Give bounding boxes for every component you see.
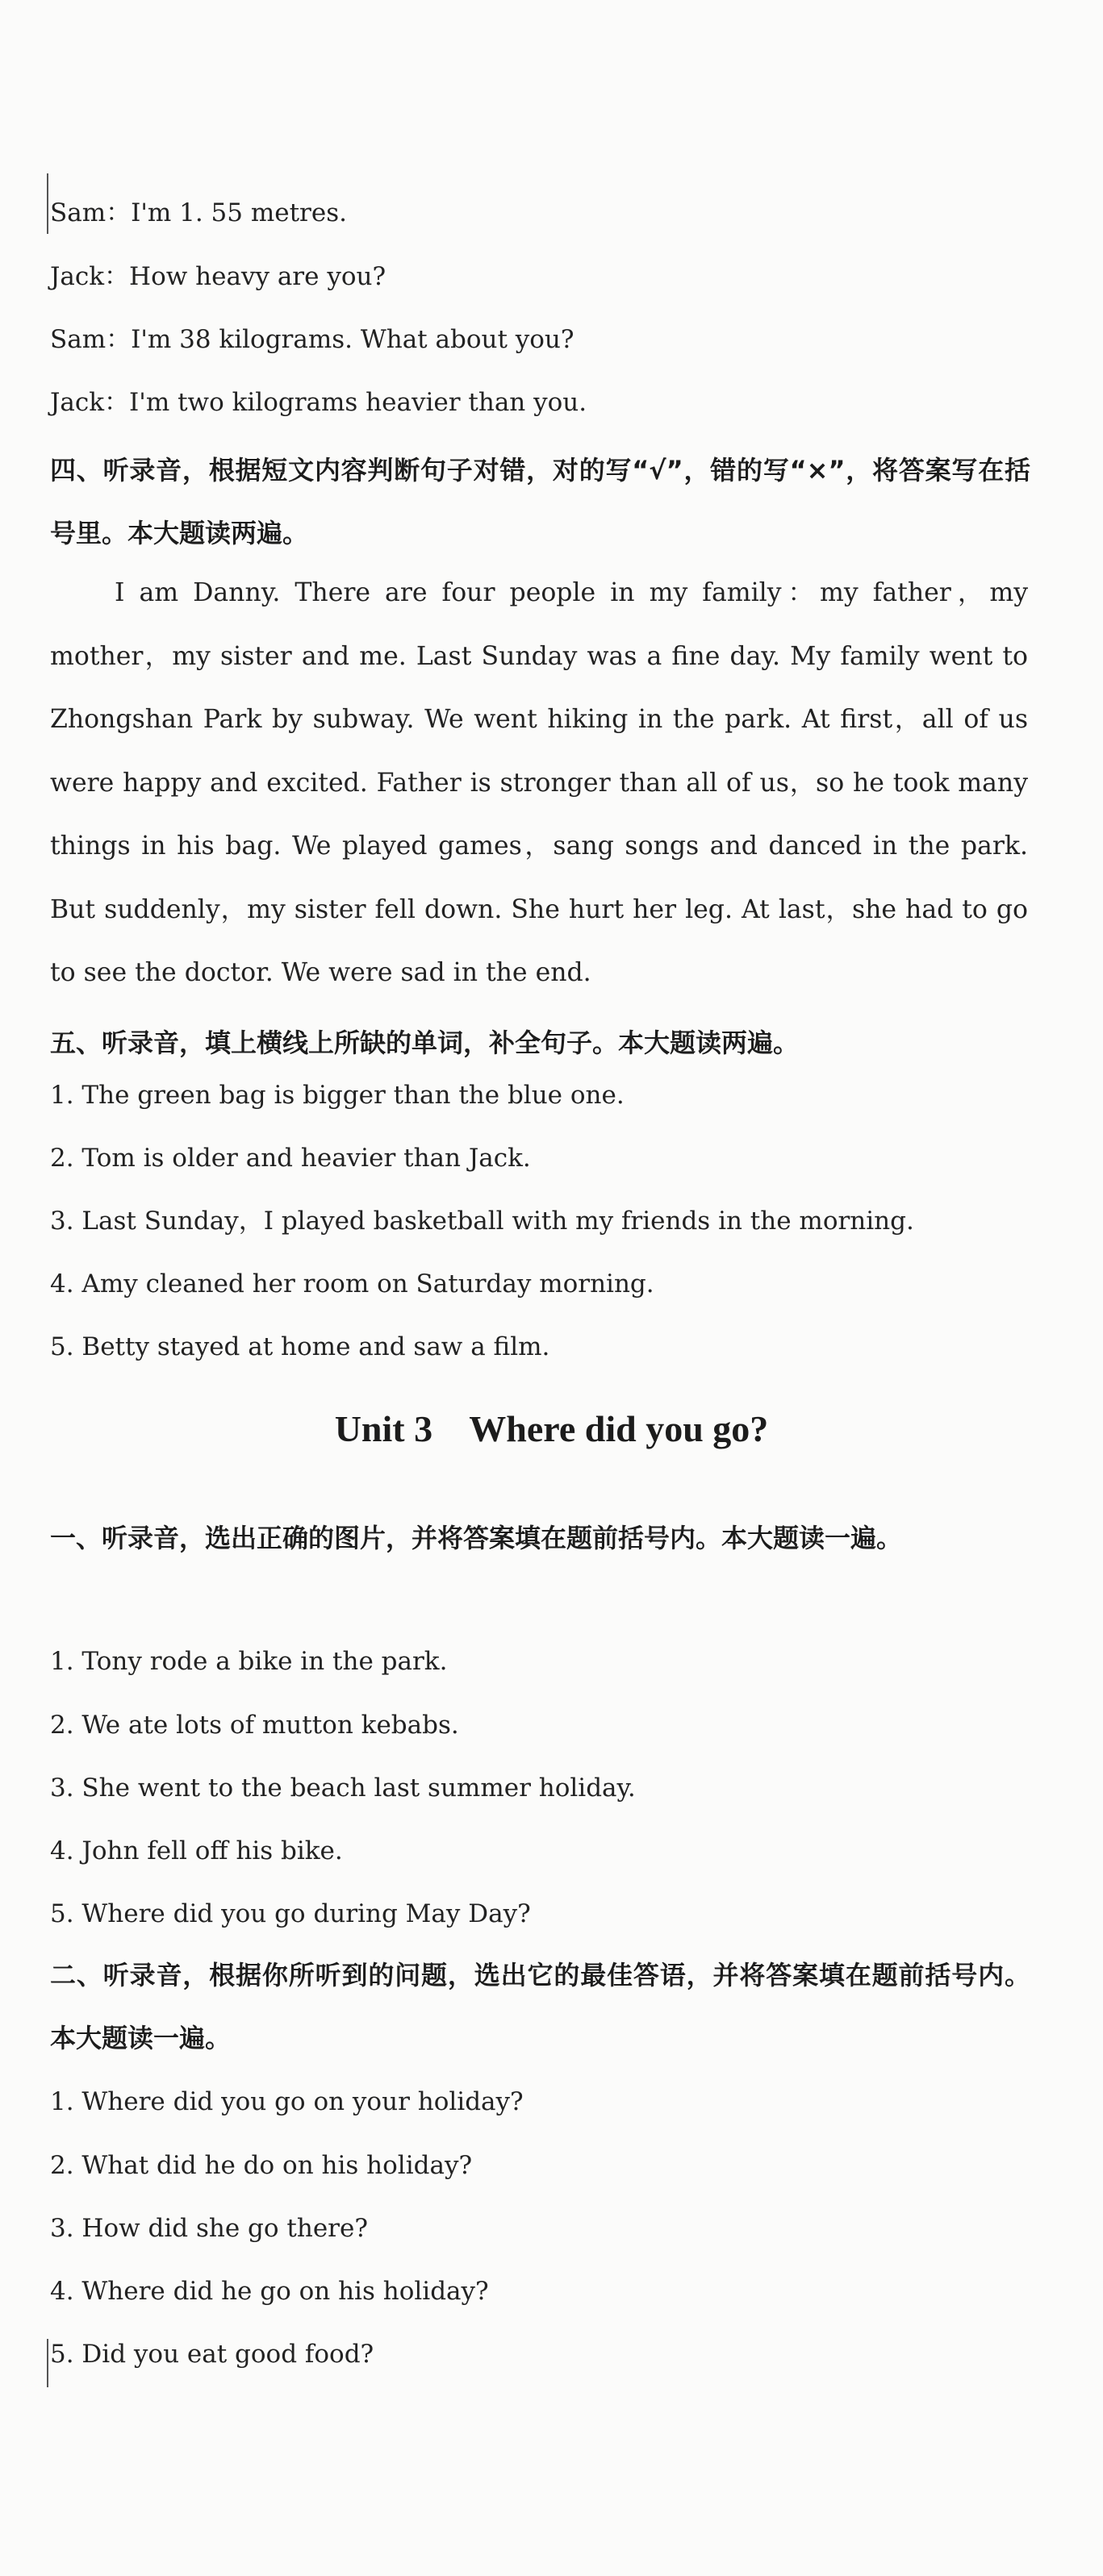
list-item: 1. Where did you go on your holiday?	[50, 2087, 524, 2116]
list-item: 5. Did you eat good food?	[50, 2340, 374, 2369]
section-1-heading: 一、听录音，选出正确的图片，并将答案填在题前括号内。本大题读一遍。	[50, 1523, 903, 1553]
list-item: 4. Where did he go on his holiday?	[50, 2277, 489, 2306]
dialogue-line: Sam：I'm 38 kilograms. What about you?	[50, 325, 574, 354]
list-item: 5. Betty stayed at home and saw a film.	[50, 1332, 550, 1361]
section-2-heading: 二、听录音，根据你所听到的问题，选出它的最佳答语，并将答案填在题前括号内。本大题读一遍。	[50, 1960, 1030, 2053]
list-item: 4. John fell off his bike.	[50, 1836, 343, 1865]
list-item: 2. Tom is older and heavier than Jack.	[50, 1144, 531, 1173]
dialogue-line: Sam：I'm 1. 55 metres.	[50, 198, 347, 227]
section-5-heading: 五、听录音，填上横线上所缺的单词，补全句子。本大题读两遍。	[50, 1027, 800, 1058]
list-item: 2. What did he do on his holiday?	[50, 2151, 473, 2180]
dialogue-line: Jack：How heavy are you?	[50, 262, 386, 291]
list-item: 4. Amy cleaned her room on Saturday morning.	[50, 1269, 654, 1298]
section-4-passage: I am Danny. There are four people in my family：my father，my mother，my sister and me. Last Sunday was a fine day. My family went to Zhongshan Park by subway. We went hiking in the park. At first，all of us were happy and excited. Father is stronger than all of us，so he took many things in his bag. We played games，sang songs and danced in the park. But suddenly，my sister fell down. She hurt her leg. At last，she had to go to see the doctor. We were sad in the end.	[50, 578, 1028, 987]
dialogue-line: Jack：I'm two kilograms heavier than you.	[50, 388, 587, 417]
list-item: 5. Where did you go during May Day?	[50, 1899, 531, 1928]
list-item: 3. She went to the beach last summer holiday.	[50, 1774, 636, 1803]
margin-rule-top	[47, 173, 48, 234]
list-item: 1. Tony rode a bike in the park.	[50, 1647, 448, 1676]
margin-rule-bottom	[47, 2339, 48, 2387]
list-item: 2. We ate lots of mutton kebabs.	[50, 1711, 459, 1740]
list-item: 3. How did she go there?	[50, 2214, 368, 2243]
list-item: 3. Last Sunday，I played basketball with my friends in the morning.	[50, 1207, 914, 1236]
section-4-heading: 四、听录音，根据短文内容判断句子对错，对的写“√”，错的写“×”，将答案写在括号里。本大题读两遍。	[50, 455, 1030, 548]
unit-title: Unit 3 Where did you go?	[334, 1408, 769, 1449]
list-item: 1. The green bag is bigger than the blue one.	[50, 1081, 625, 1110]
